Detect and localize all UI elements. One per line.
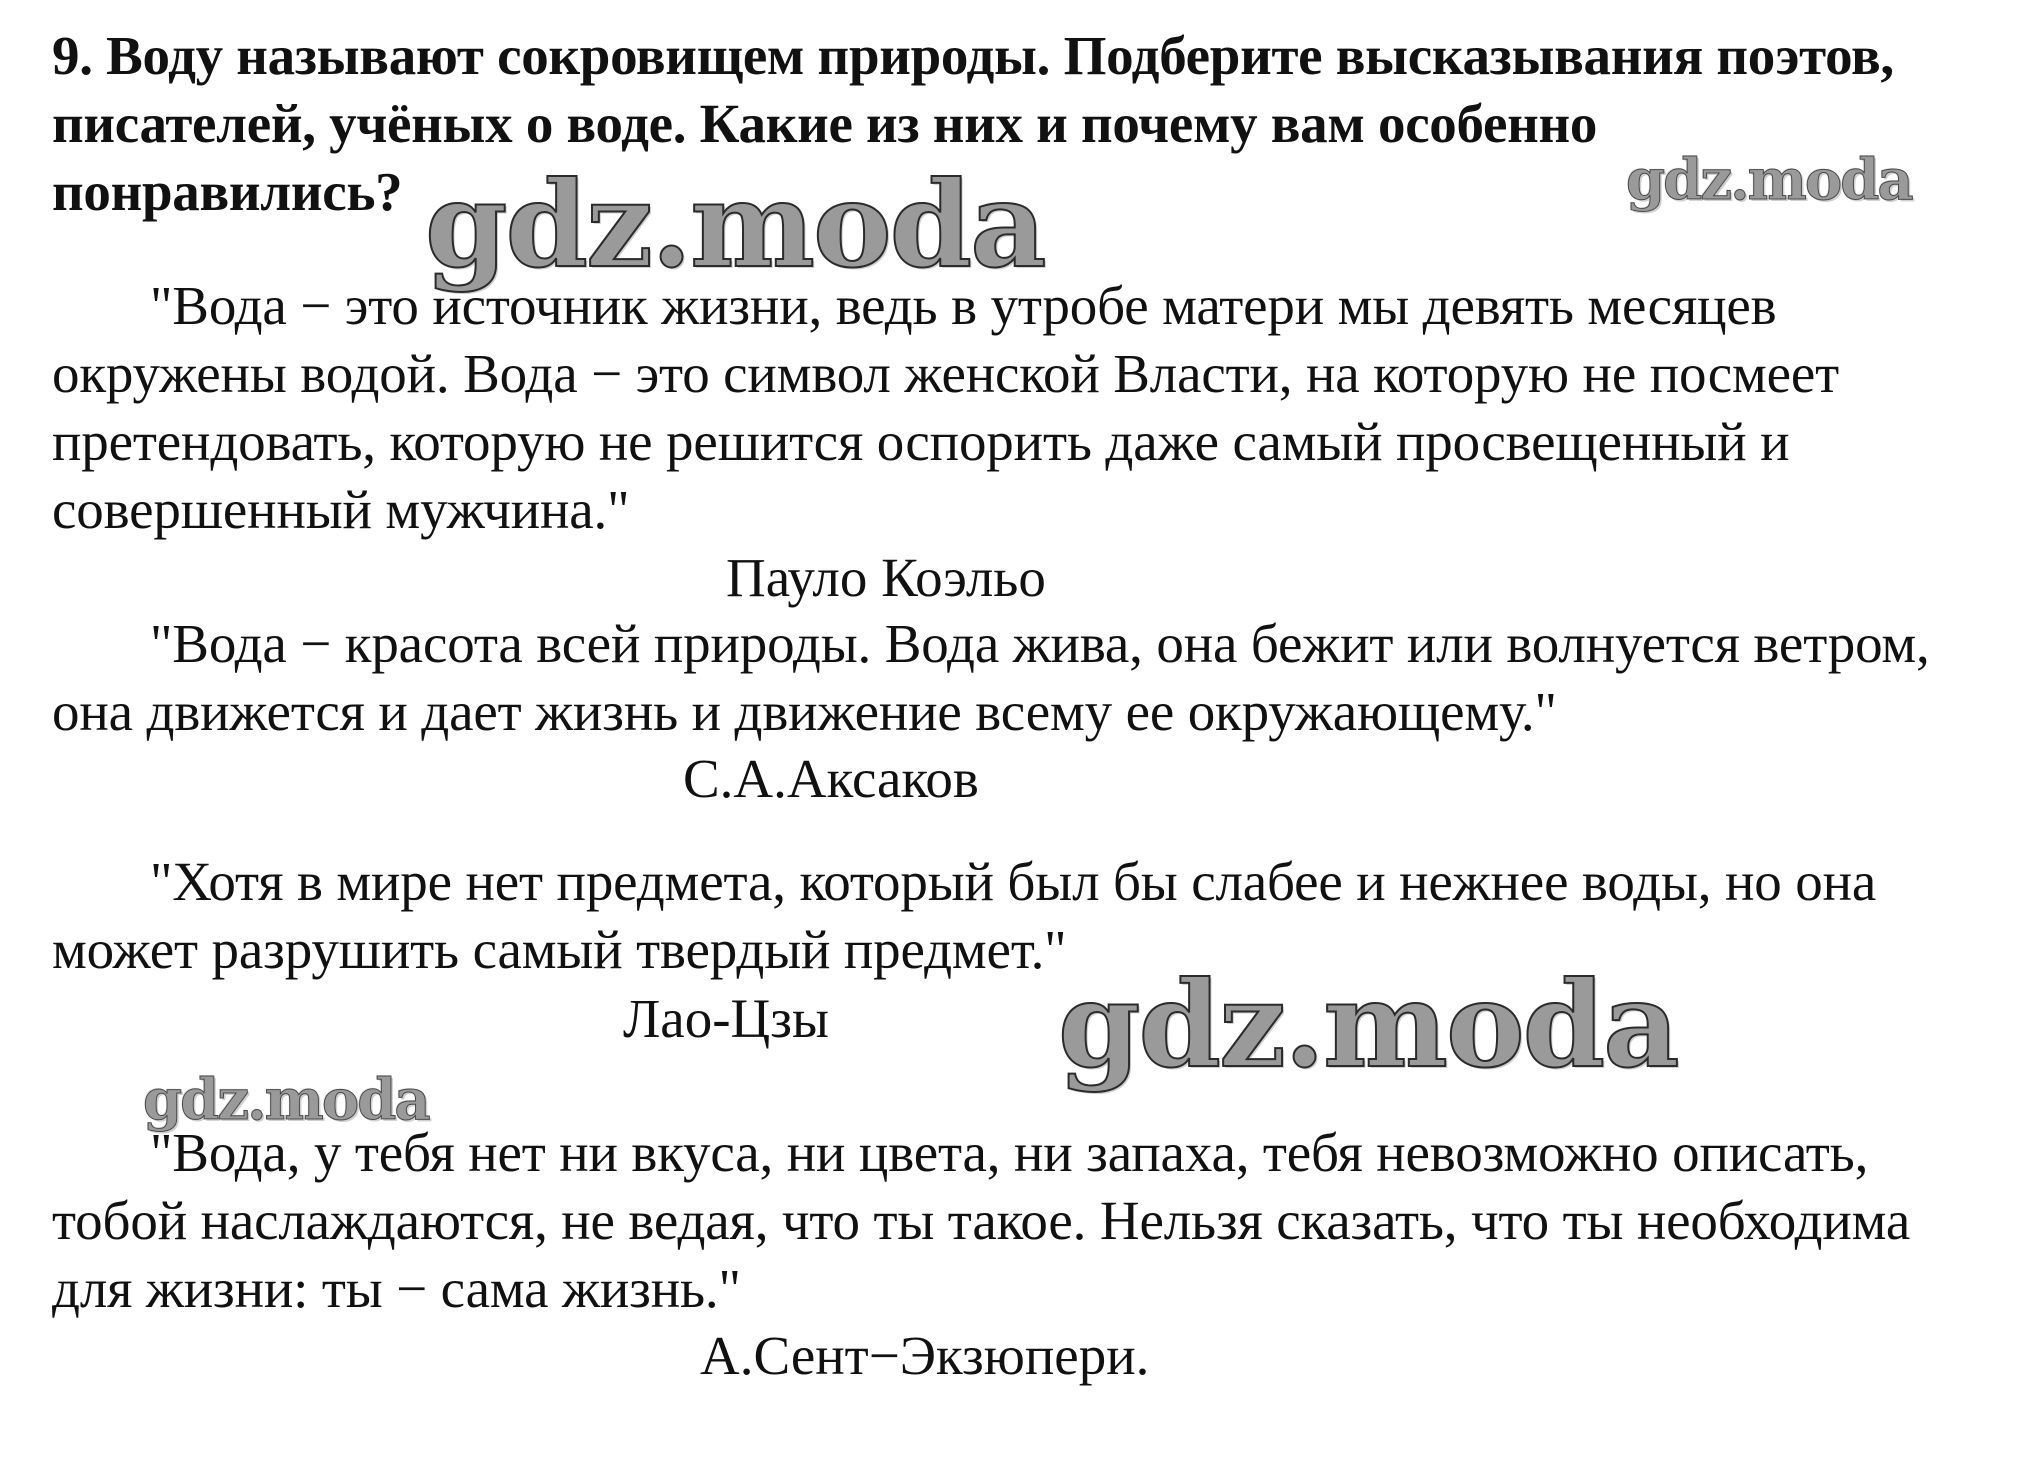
- quote-text: "Вода − красота всей природы. Вода жива, она бежит или волнуется ветром, она движется и дает жизнь и движение всему ее окружающему.": [52, 613, 1930, 742]
- watermark-large-middle: gdz.moda: [1058, 955, 1678, 1094]
- author-coelho: Пауло Коэльо: [726, 547, 1046, 608]
- watermark-large-top: gdz.moda: [425, 155, 1045, 294]
- quote-coelho: [52, 272, 2002, 544]
- quote-text: "Вода − это источник жизни, ведь в утробе матери мы девять месяцев окружены водой. Вода − это символ женской Власти, на которую не посмеет претендовать, которую не решится оспорить даже самый просвещенный и совершенный мужчина.": [52, 275, 1840, 540]
- watermark-small-left: gdz.moda: [143, 1067, 429, 1133]
- watermark-small-top-right: gdz.moda: [1626, 147, 1912, 213]
- quote-lao-tzu: [52, 848, 2002, 984]
- question-heading: 9. Воду называют сокровищем природы. Подберите высказывания поэтов, писателей, учёных о воде. Какие из них и почему вам особенно понравились?: [52, 25, 1894, 222]
- author-lao-tzu: Лао-Цзы: [623, 988, 829, 1049]
- quote-saint-exupery: [52, 1119, 2002, 1323]
- author-aksakov: С.А.Аксаков: [683, 748, 979, 809]
- quote-aksakov: [52, 610, 2002, 746]
- quote-text: "Хотя в мире нет предмета, который был бы слабее и нежнее воды, но она может разрушить самый твердый предмет.": [52, 851, 1877, 980]
- quote-text: "Вода, у тебя нет ни вкуса, ни цвета, ни запаха, тебя невозможно описать, тобой наслаждаются, не ведая, что ты такое. Нельзя сказать, что ты необходима для жизни: ты − сама жизнь.": [52, 1122, 1911, 1319]
- author-saint-exupery: А.Сент−Экзюпери.: [700, 1325, 1150, 1386]
